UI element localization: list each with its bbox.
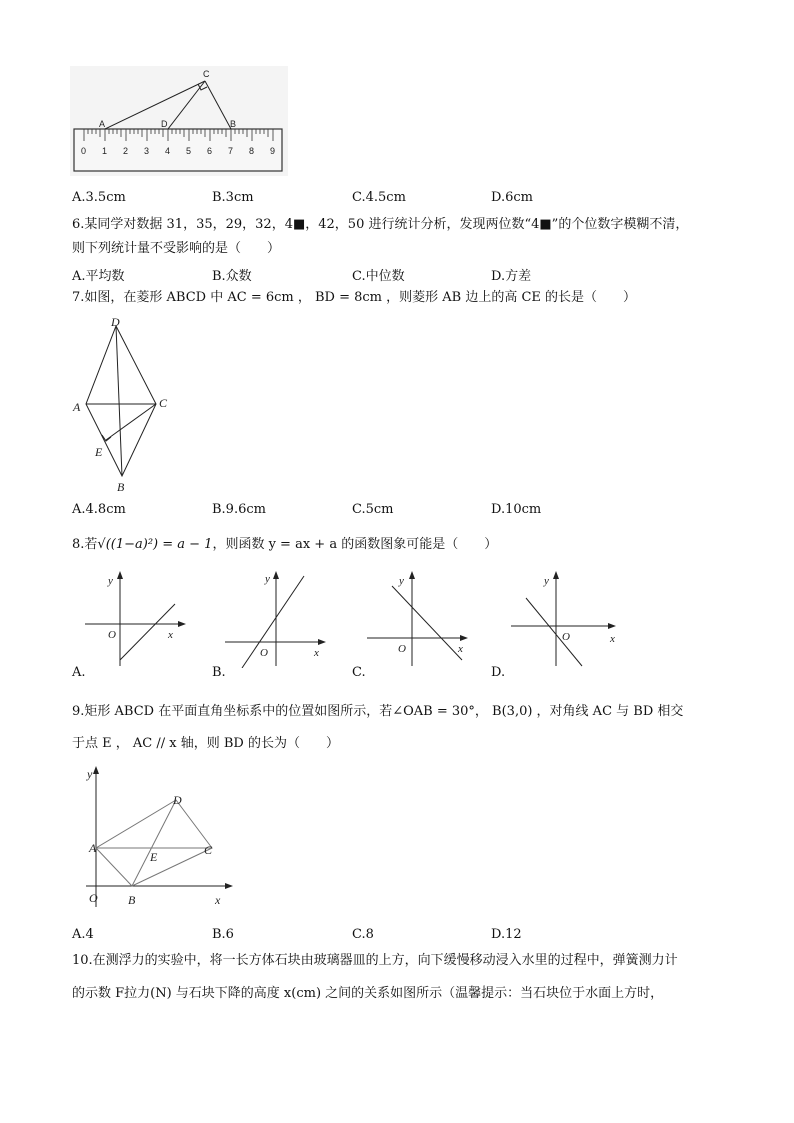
graph-d[interactable] (506, 568, 624, 668)
q9-option-d[interactable]: D.12 (491, 927, 522, 942)
origin-label: O (108, 629, 116, 641)
graph-c[interactable] (362, 568, 477, 668)
graph-a[interactable] (80, 568, 195, 668)
q6-line2: 则下列统计量不受影响的是（ ） (72, 241, 281, 256)
ruler-tick-2: 2 (123, 146, 129, 156)
q7-option-d[interactable]: D.10cm (491, 502, 542, 517)
label-b: B (117, 480, 125, 494)
label-o: O (89, 891, 98, 905)
q6-option-c[interactable]: C.中位数 (352, 269, 405, 284)
q10-line2: 的示数 F拉力(N) 与石块下降的高度 x(cm) 之间的关系如图所示（温馨提示：当石块位于水面上方时， (72, 986, 664, 1001)
q6-option-b[interactable]: B.众数 (212, 269, 252, 284)
label-e: E (150, 850, 158, 864)
axis-label-x: x (314, 647, 319, 659)
origin-label: O (260, 647, 268, 659)
label-e: E (95, 445, 103, 459)
axis-label-x: x (168, 629, 173, 641)
axis-label-x: x (610, 633, 615, 645)
q8-option-d[interactable]: D. (491, 665, 506, 680)
q7-question: 7.如图，在菱形 ABCD 中 AC = 6cm ， BD = 8cm ，则菱形 AB 边上的高 CE 的长是（ ） (72, 290, 637, 305)
q6-line1: 6.某同学对数据 31，35，29，32，4■，42，50 进行统计分析，发现两位数“4■”的个位数字模糊不清， (72, 217, 689, 232)
ruler-tick-7: 7 (228, 146, 234, 156)
q10-line1: 10.在测浮力的实验中，将一长方体石块由玻璃器皿的上方，向下缓慢移动浸入水里的过程中，弹簧测力计 (72, 953, 678, 968)
label-b: B (128, 893, 136, 907)
origin-label: O (562, 631, 570, 643)
ruler-tick-3: 3 (144, 146, 150, 156)
q7-option-a[interactable]: A.4.8cm (72, 502, 126, 517)
label-c: C (204, 843, 213, 857)
q9-line1: 9.矩形 ABCD 在平面直角坐标系中的位置如图所示，若∠OAB = 30°， B(3,0) ，对角线 AC 与 BD 相交 (72, 704, 684, 719)
label-d: D (173, 793, 182, 807)
label-a: A (89, 841, 97, 855)
label-c: C (203, 69, 210, 79)
ruler-tick-1: 1 (102, 146, 108, 156)
q9-option-c[interactable]: C.8 (352, 927, 374, 942)
label-a: A (99, 119, 106, 129)
rectangle-coordinate-figure (82, 762, 242, 912)
ruler-tick-0: 0 (81, 146, 87, 156)
ruler-tick-5: 5 (186, 146, 192, 156)
label-d: D (111, 315, 120, 329)
label-d: D (161, 119, 168, 129)
q6-option-a[interactable]: A.平均数 (72, 269, 125, 284)
label-a: A (73, 400, 81, 414)
q5-option-b[interactable]: B.3cm (212, 190, 254, 205)
q8-prefix: 8.若 (72, 537, 98, 552)
q8-option-c[interactable]: C. (352, 665, 366, 680)
label-c: C (159, 396, 168, 410)
q8-formula: √((1−a)²) = a − 1 (97, 537, 213, 552)
rhombus-figure (70, 314, 180, 494)
axis-label-y: y (108, 575, 113, 587)
axis-label-y: y (544, 575, 549, 587)
q8-question (72, 536, 497, 554)
label-b: B (230, 119, 237, 129)
q5-option-c[interactable]: C.4.5cm (352, 190, 406, 205)
q5-option-a[interactable]: A.3.5cm (72, 190, 126, 205)
ruler-tick-9: 9 (270, 146, 276, 156)
axis-label-y: y (399, 575, 404, 587)
q9-option-a[interactable]: A.4 (72, 927, 94, 942)
ruler-triangle-figure (70, 66, 288, 176)
q6-option-d[interactable]: D.方差 (491, 269, 532, 284)
q8-option-b[interactable]: B. (212, 665, 226, 680)
ruler-tick-6: 6 (207, 146, 213, 156)
q8-option-a[interactable]: A. (72, 665, 86, 680)
q5-option-d[interactable]: D.6cm (491, 190, 533, 205)
graph-b[interactable] (220, 568, 335, 668)
q9-line2: 于点 E ， AC // x 轴，则 BD 的长为（ ） (72, 736, 339, 751)
q9-option-b[interactable]: B.6 (212, 927, 234, 942)
label-x: x (215, 893, 221, 907)
origin-label: O (398, 643, 406, 655)
q7-option-b[interactable]: B.9.6cm (212, 502, 266, 517)
q7-option-c[interactable]: C.5cm (352, 502, 394, 517)
ruler-tick-8: 8 (249, 146, 255, 156)
axis-label-x: x (458, 643, 463, 655)
label-y: y (87, 767, 93, 781)
ruler-tick-4: 4 (165, 146, 171, 156)
axis-label-y: y (265, 573, 270, 585)
q8-suffix: ，则函数 y = ax + a 的函数图象可能是（ ） (212, 537, 498, 552)
